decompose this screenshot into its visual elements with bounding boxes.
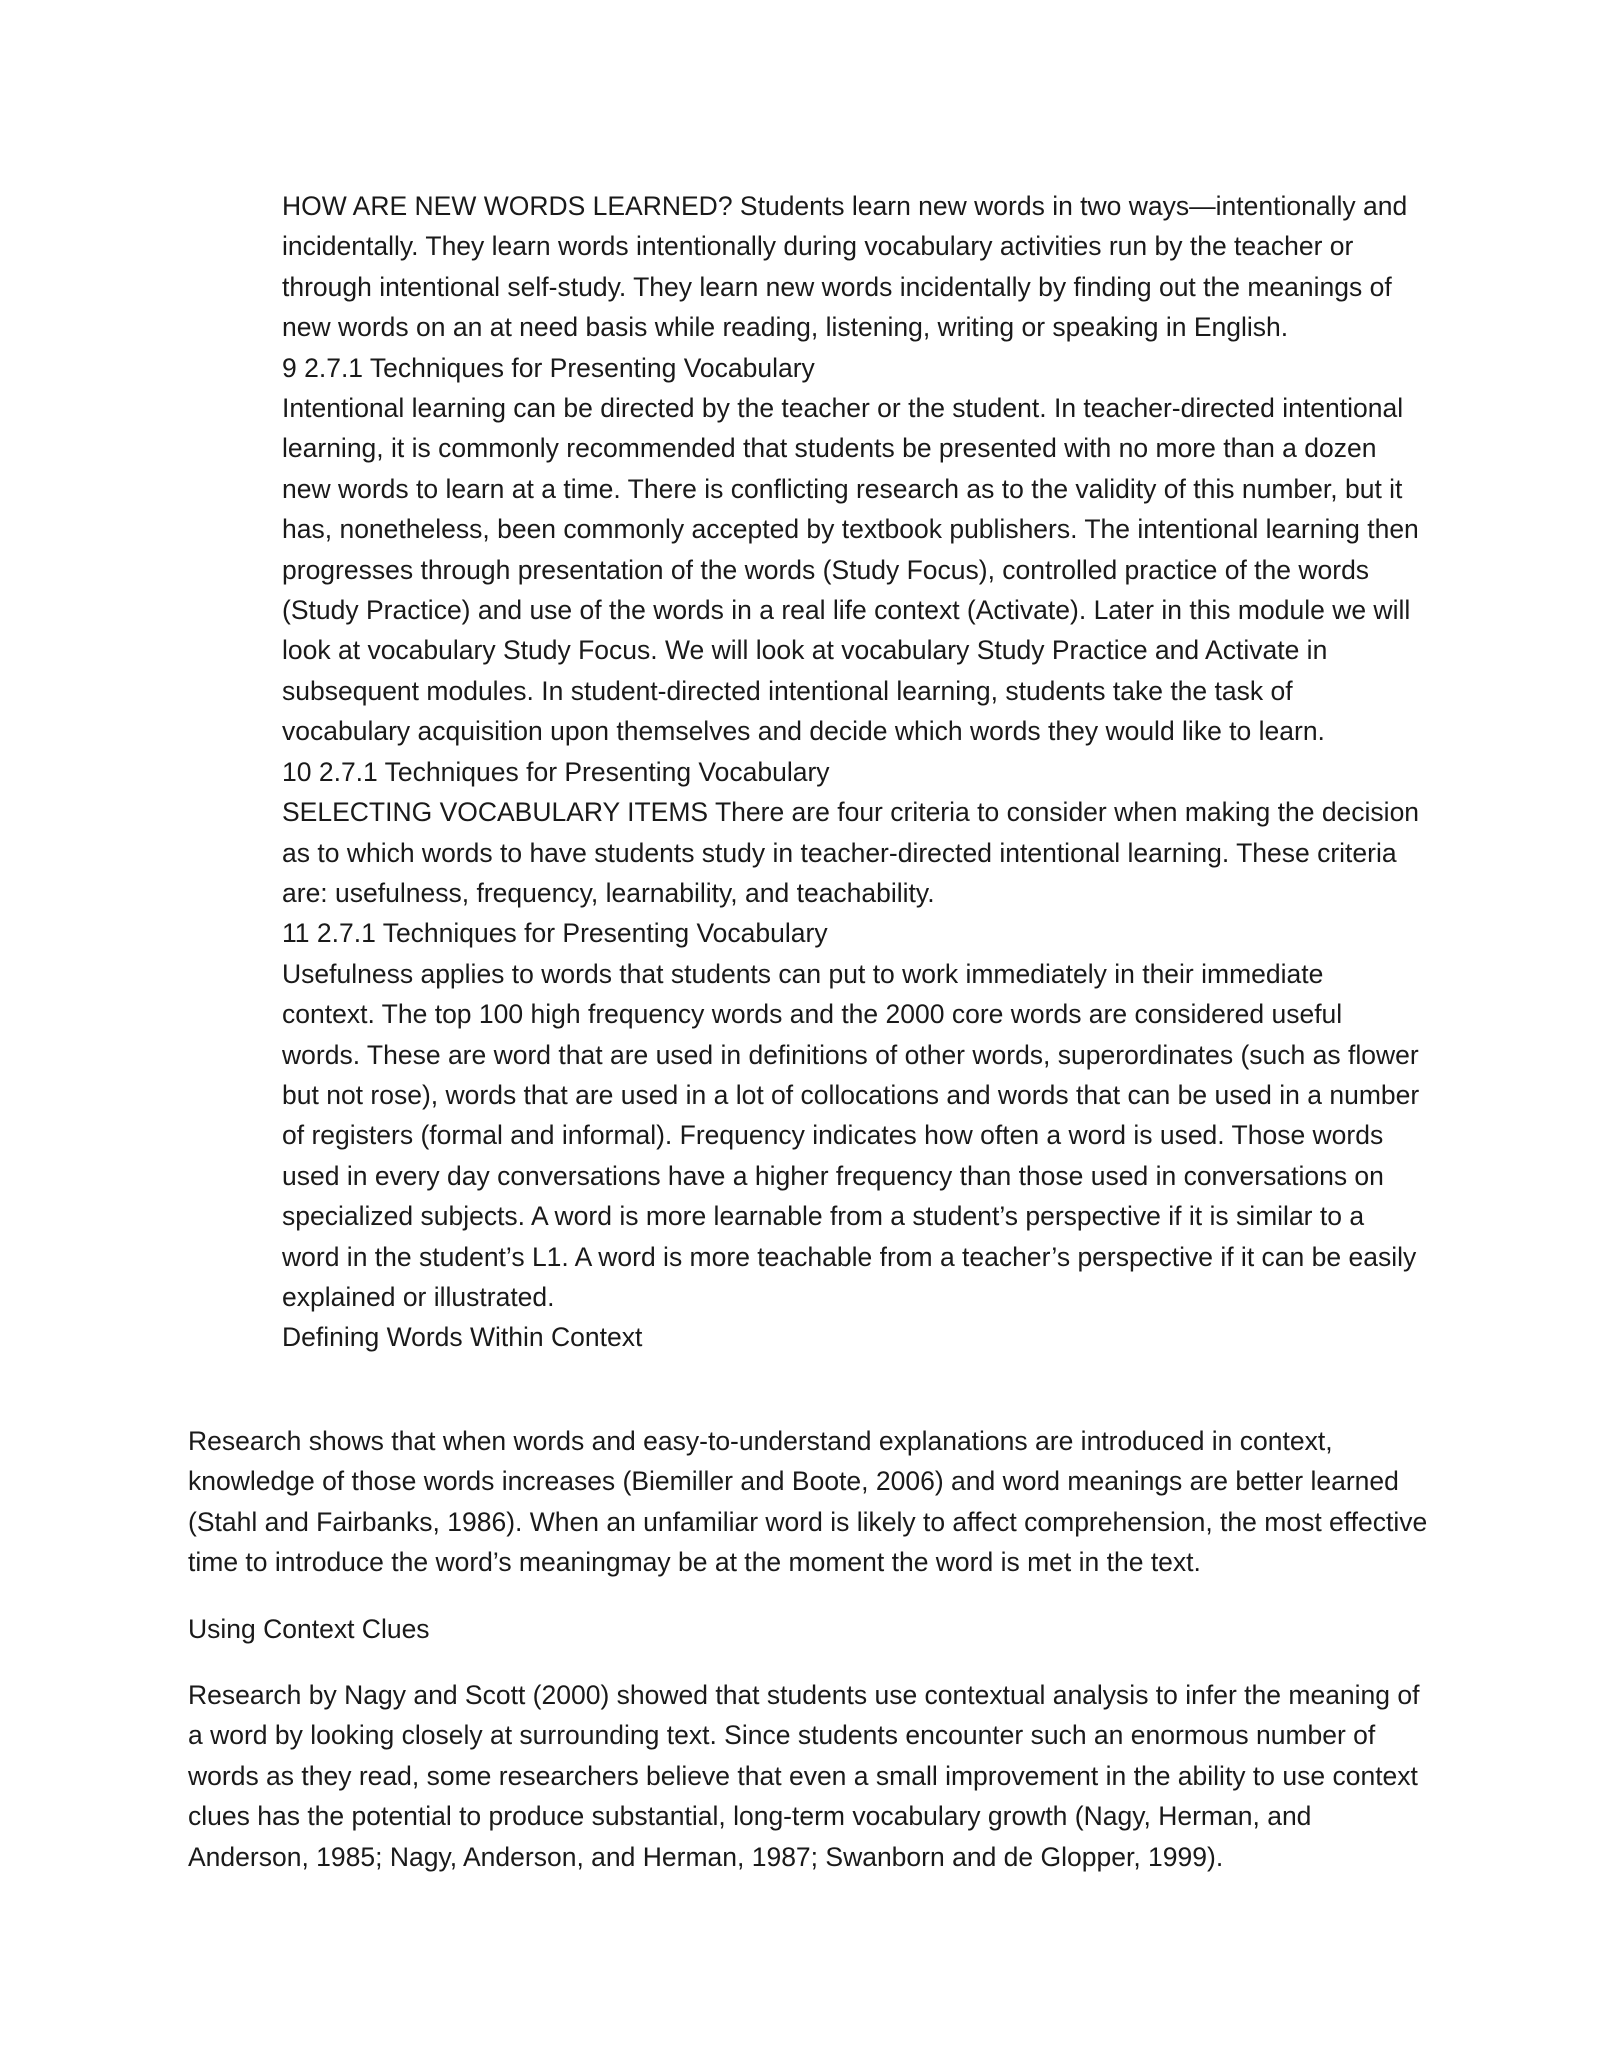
slide-heading-10: 10 2.7.1 Techniques for Presenting Vocabulary	[282, 756, 830, 787]
paragraph-research-context: Research shows that when words and easy-to-understand explanations are introduced in context, knowledge of those words increases (Biemiller and Boote, 2006) and word meanings are better learned (Stahl and Fairbanks, 1986). When an unfamiliar word is likely to affect comprehension, the most effective time to introduce the word’s meaningmay be at the moment the word is met in the text.	[188, 1426, 1428, 1578]
heading-context-clues: Using Context Clues	[188, 1613, 430, 1644]
paragraph-usefulness: Usefulness applies to words that students can put to work immediately in their immediate context. The top 100 high frequency words and the 2000 core words are considered useful words. These are word that are used in definitions of other words, superordinates (such as flower but not rose), words that are used in a lot of collocations and words that can be used in a number of registers (formal and informal). Frequency indicates how often a word is used. Those words used in every day conversations have a higher frequency than those used in conversations on specialized subjects. A word is more learnable from a student’s perspective if it is similar to a word in the student’s L1. A word is more teachable from a teacher’s perspective if it can be easily explained or illustrated.	[282, 958, 1420, 1312]
slide-heading-9: 9 2.7.1 Techniques for Presenting Vocabulary	[282, 352, 815, 383]
heading-defining-words: Defining Words Within Context	[282, 1322, 643, 1353]
paragraph-intentional-learning: Intentional learning can be directed by the teacher or the student. In teacher-directed intentional learning, it is commonly recommended that students be presented with no more than a dozen new words to learn at a time. There is conflicting research as to the validity of this number, but it has, nonetheless, been commonly accepted by textbook publishers. The intentional learning then progresses through presentation of the words (Study Focus), controlled practice of the words (Study Practice) and use of the words in a real life context (Activate). Later in this module we will look at vocabulary Study Focus. We will look at vocabulary Study Practice and Activate in subsequent modules. In student-directed intentional learning, students take the task of vocabulary acquisition upon themselves and decide which words they would like to learn.	[282, 393, 1419, 747]
indented-text-block	[282, 186, 1422, 1358]
paragraph-how-words-learned: HOW ARE NEW WORDS LEARNED? Students learn new words in two ways—intentionally and incidentally. They learn words intentionally during vocabulary activities run by the teacher or through intentional self-study. They learn new words incidentally by finding out the meanings of new words on an at need basis while reading, listening, writing or speaking in English.	[282, 191, 1408, 343]
paragraph-nagy-scott: Research by Nagy and Scott (2000) showed that students use contextual analysis to infer the meaning of a word by looking closely at surrounding text. Since students encounter such an enormous number of words as they read, some researchers believe that even a small improvement in the ability to use context clues has the potential to produce substantial, long-term vocabulary growth (Nagy, Herman, and Anderson, 1985; Nagy, Anderson, and Herman, 1987; Swanborn and de Glopper, 1999).	[188, 1680, 1420, 1872]
body-text-block	[188, 1421, 1428, 1903]
slide-heading-11: 11 2.7.1 Techniques for Presenting Vocabulary	[282, 918, 828, 949]
paragraph-selecting-vocabulary: SELECTING VOCABULARY ITEMS There are four criteria to consider when making the decision as to which words to have students study in teacher-directed intentional learning. These criteria are: usefulness, frequency, learnability, and teachability.	[282, 797, 1420, 908]
